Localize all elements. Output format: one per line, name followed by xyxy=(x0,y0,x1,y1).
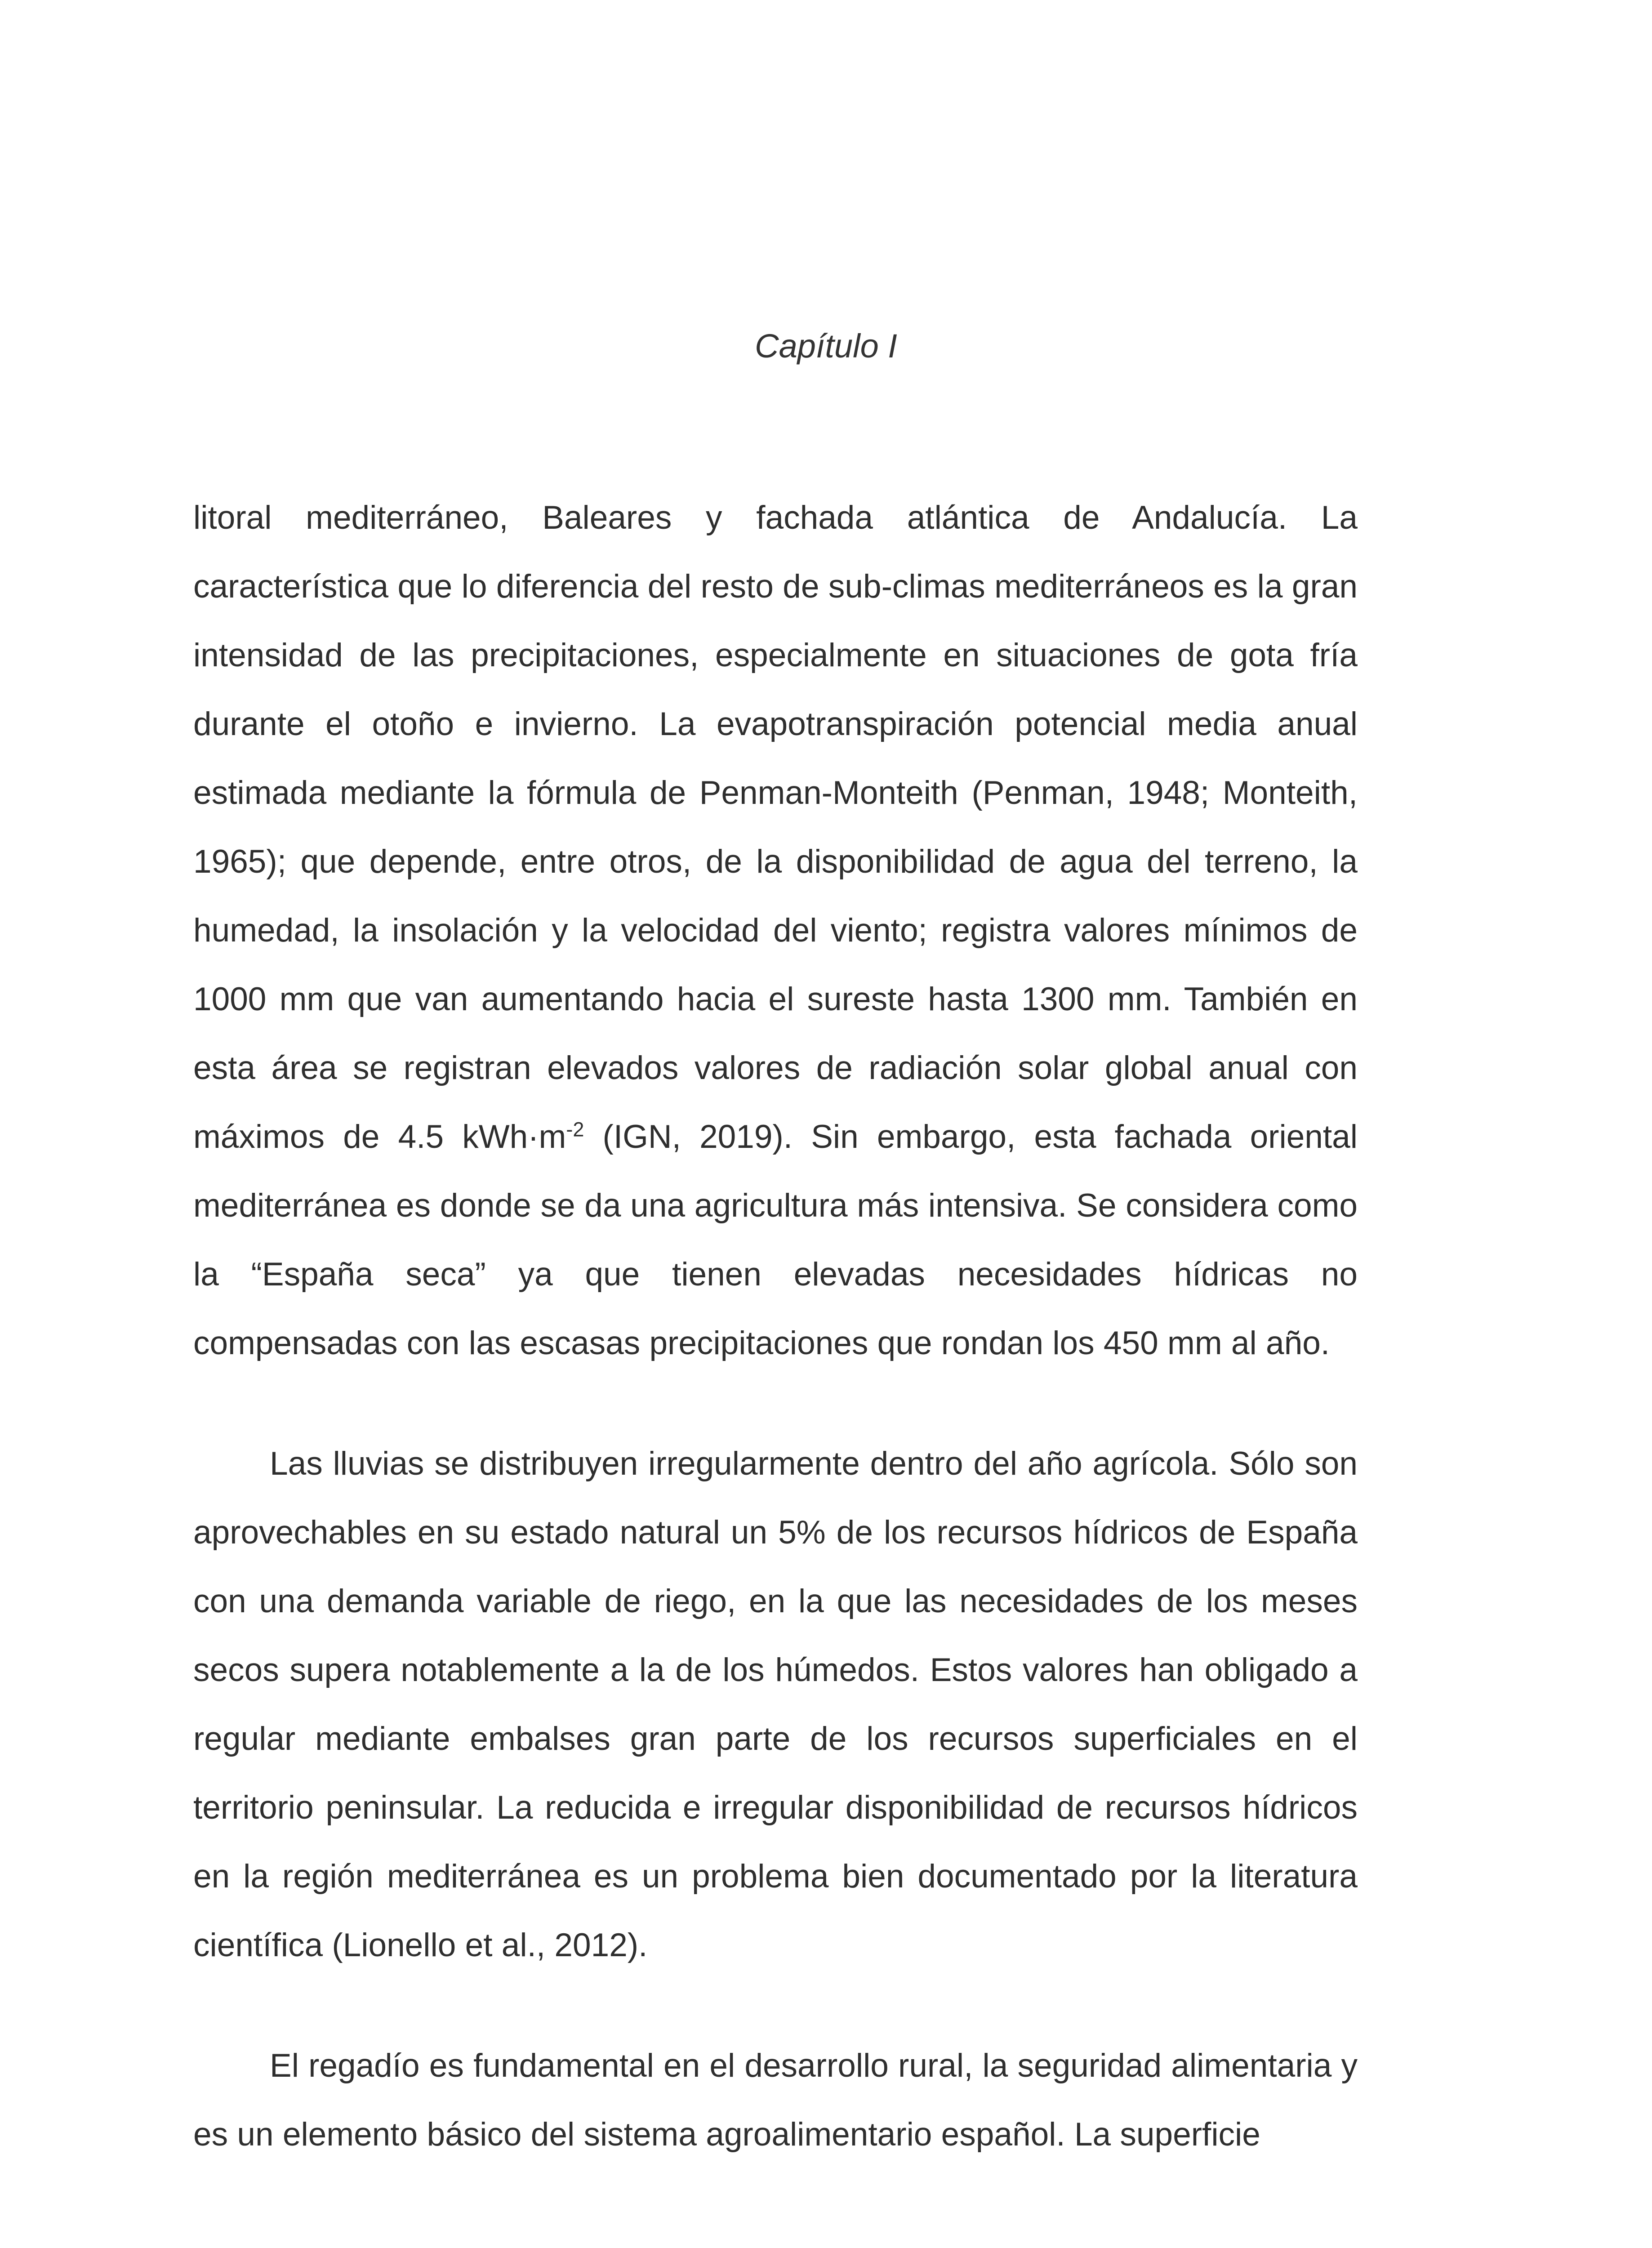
paragraph-3: El regadío es fundamental en el desarrollo rural, la seguridad alimentaria y es un elemento básico del sistema agroalimentario español. La superficie xyxy=(193,2047,1358,2153)
paragraph-1 xyxy=(193,483,1358,1378)
body-text xyxy=(193,483,1358,2169)
paragraph-1-text-continued: (IGN, 2019). Sin embargo, esta fachada oriental mediterránea es donde se da una agricultura más intensiva. Se considera como la “España seca” ya que tienen elevadas necesidades hídricas no compensadas con las escasas precipitaciones que rondan los 450 mm al año. xyxy=(193,1119,1358,1361)
superscript-exponent: -2 xyxy=(566,1118,584,1141)
chapter-header: Capítulo I xyxy=(755,327,897,365)
paragraph-1-text: litoral mediterráneo, Baleares y fachada atlántica de Andalucía. La característica que lo diferencia del resto de sub-climas mediterráneos es la gran intensidad de las precipitaciones, especialmente en situaciones de gota fría durante el otoño e invierno. La evapotranspiración potencial media anual estimada mediante la fórmula de Penman-Monteith (Penman, 1948; Monteith, 1965); que depende, entre otros, de la disponibilidad de agua del terreno, la humedad, la insolación y la velocidad del viento; registra valores mínimos de 1000 mm que van aumentando hacia el sureste hasta 1300 mm. También en esta área se registran elevados valores de radiación solar global anual con máximos de 4.5 kWh·m xyxy=(193,500,1358,1155)
paragraph-2: Las lluvias se distribuyen irregularmente dentro del año agrícola. Sólo son aprovechables en su estado natural un 5% de los recursos hídricos de España con una demanda variable de riego, en la que las necesidades de los meses secos supera notablemente a la de los húmedos. Estos valores han obligado a regular mediante embalses gran parte de los recursos superficiales en el territorio peninsular. La reducida e irregular disponibilidad de recursos hídricos en la región mediterránea es un problema bien documentado por la literatura científica (Lionello et al., 2012). xyxy=(193,1445,1358,1963)
